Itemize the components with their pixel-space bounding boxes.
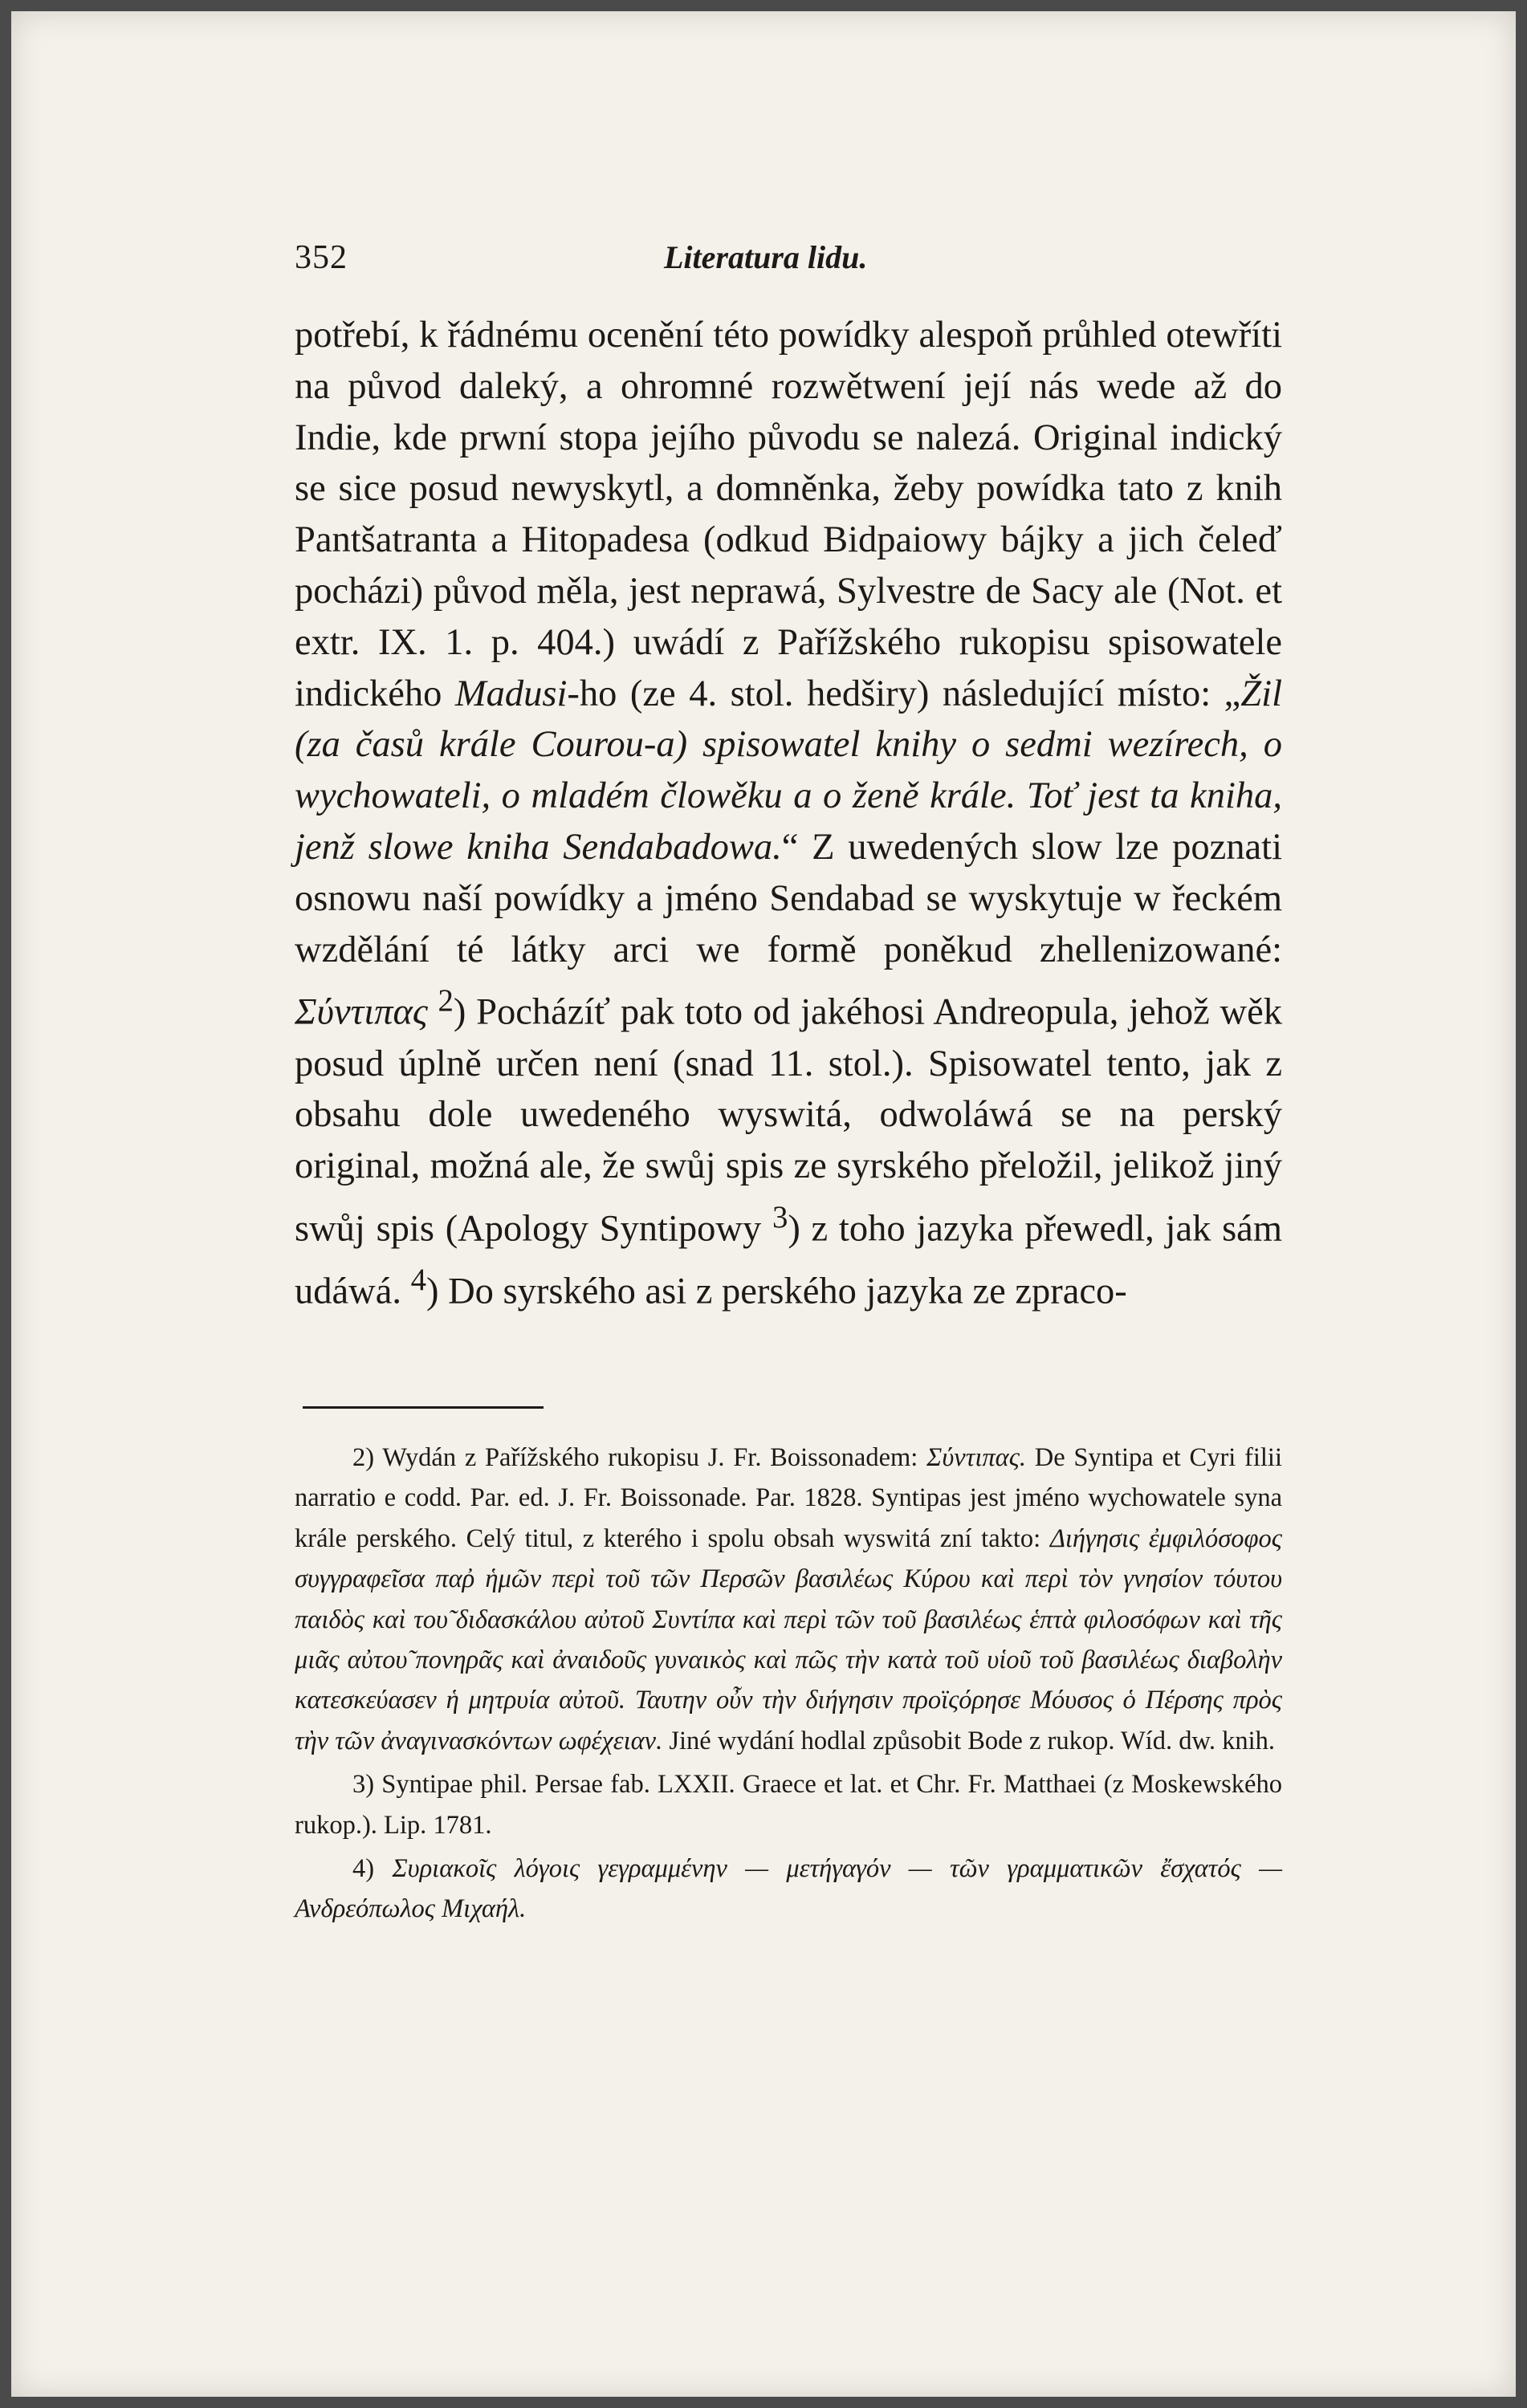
footnote-divider [303, 1406, 544, 1409]
footnote-ref-2: 2 [438, 983, 454, 1019]
page-number: 352 [295, 239, 348, 276]
body-text-run: potřebí, k řádnému ocenění této powídky alespoň průhled otewříti na původ daleký, a ohromné rozwětwení její nás wede až do Indie, kde prwní stopa jejího původu se nalezá. Original indický se sice posud newyskytl, a domněnka, žeby powídka tato z knih Pantšatranta a Hitopadesa (odkud Bidpaiowy bájky a jich čeleď pocházi) původ měla, jest neprawá, Sylvestre de Sacy ale (Not. et extr. IX. 1. p. 404.) uwádí z Pařížského rukopisu spisowatele indického [295, 315, 1282, 714]
footnote-greek: Συριακοῖς λόγοις γεγραμμένην — μετήγαγόν — τῶν γραμματικῶν ἔσχατός — Ανδρεόπωλος Μιχαήλ. [295, 1854, 1282, 1924]
body-greek-word: Σύντιπας [295, 991, 428, 1033]
footnote-greek: Σύντιπας. [926, 1443, 1027, 1472]
footnote-greek-title: Διήγησις ἐμφιλόσοφος συγγραφεῖσα παῤ ἡμῶν περὶ τοῦ τῶν Περσῶν βασιλέως Κύρου καὶ περὶ τὸν γνησίον τόυτου παιδὸς καὶ του̃ διδασκάλου αὐτοῦ Συντίπα καὶ περὶ τῶν τοῦ βασιλέως ἑπτὰ φιλοσόφων καὶ τῆς μιᾶς αὐτου̃ πονηρᾶς καὶ ἀναιδοῦς γυναικὸς καὶ πῶς τὴν κατὰ τοῦ υἱοῦ τοῦ βασιλέως διαβολὴν κατεσκεύασεν ἡ μητρυία αὐτοῦ. Ταυτην οὖν τὴν διήγησιν προϊςόρησε Μόυσος ὁ Πέρσης πρὸς τὴν τῶν ἀναγινασκόντων ωφέχειαν. [295, 1523, 1282, 1755]
footnote-text: De Syntipa et Cyri filii narratio e codd. Par. ed. J. Fr. Boissonade. Par. 1828. Syntipas jest jméno wychowatele syna krále perského. Celý titul, z kterého i spolu obsah wyswitá zní takto: [295, 1443, 1282, 1553]
main-paragraph [295, 310, 1282, 1318]
body-text-run: ) z toho jazyka přewedl, jak sám udáwá. [295, 1208, 1282, 1312]
footnote-text: 4) [352, 1854, 393, 1884]
footnote-text: Jiné wydání hodlal způsobit Bode z rukop. Wíd. dw. knih. [662, 1726, 1275, 1755]
footnote-ref-3: 3 [772, 1200, 788, 1235]
body-text-run: -ho (ze 4. stol. hedširy) následující místo: „ [567, 673, 1241, 714]
body-italic-name: Madusi [454, 673, 568, 714]
footnote-2 [295, 1438, 1282, 1761]
body-text-run: ) Pocházíť pak toto od jakéhosi Andreopula, jehož wěk posud úplně určen není (snad 11. stol.). Spisowatel tento, jak z obsahu dole uwedeného wyswitá, odwoláwá se na perský original, možná ale, že swůj spis ze syrského přeložil, jelikož jiný swůj spis (Apology Syntipowy [295, 991, 1283, 1250]
body-italic-quote: Žil (za časů krále Courou-a) spisowatel knihy o sedmi wezírech, o wychowateli, o mladém člowěku a o ženě krále. Toť jest ta kniha, jenž slowe kniha Sendabadowa. [295, 673, 1282, 868]
body-text-run: ) Do syrského asi z perského jazyka ze zpraco- [426, 1271, 1127, 1312]
running-title: Literatura lidu. [664, 239, 868, 275]
body-text-run: “ Z uwedených slow lze poznati osnowu naší powídky a jméno Sendabad se wyskytuje w řeckém wzdělání té látky arci we formě poněkud zhellenizowané: [295, 826, 1282, 970]
footnotes [295, 1438, 1282, 1930]
footnote-3: 3) Syntipae phil. Persae fab. LXXII. Graece et lat. et Chr. Fr. Matthaei (z Moskewského rukop.). Lip. 1781. [295, 1770, 1282, 1840]
running-head [295, 238, 1282, 287]
footnote-4 [295, 1849, 1282, 1930]
footnote-text: 2) Wydán z Pařížského rukopisu J. Fr. Boissonadem: [352, 1443, 927, 1472]
book-page [11, 11, 1516, 2397]
footnote-ref-4: 4 [410, 1263, 426, 1298]
